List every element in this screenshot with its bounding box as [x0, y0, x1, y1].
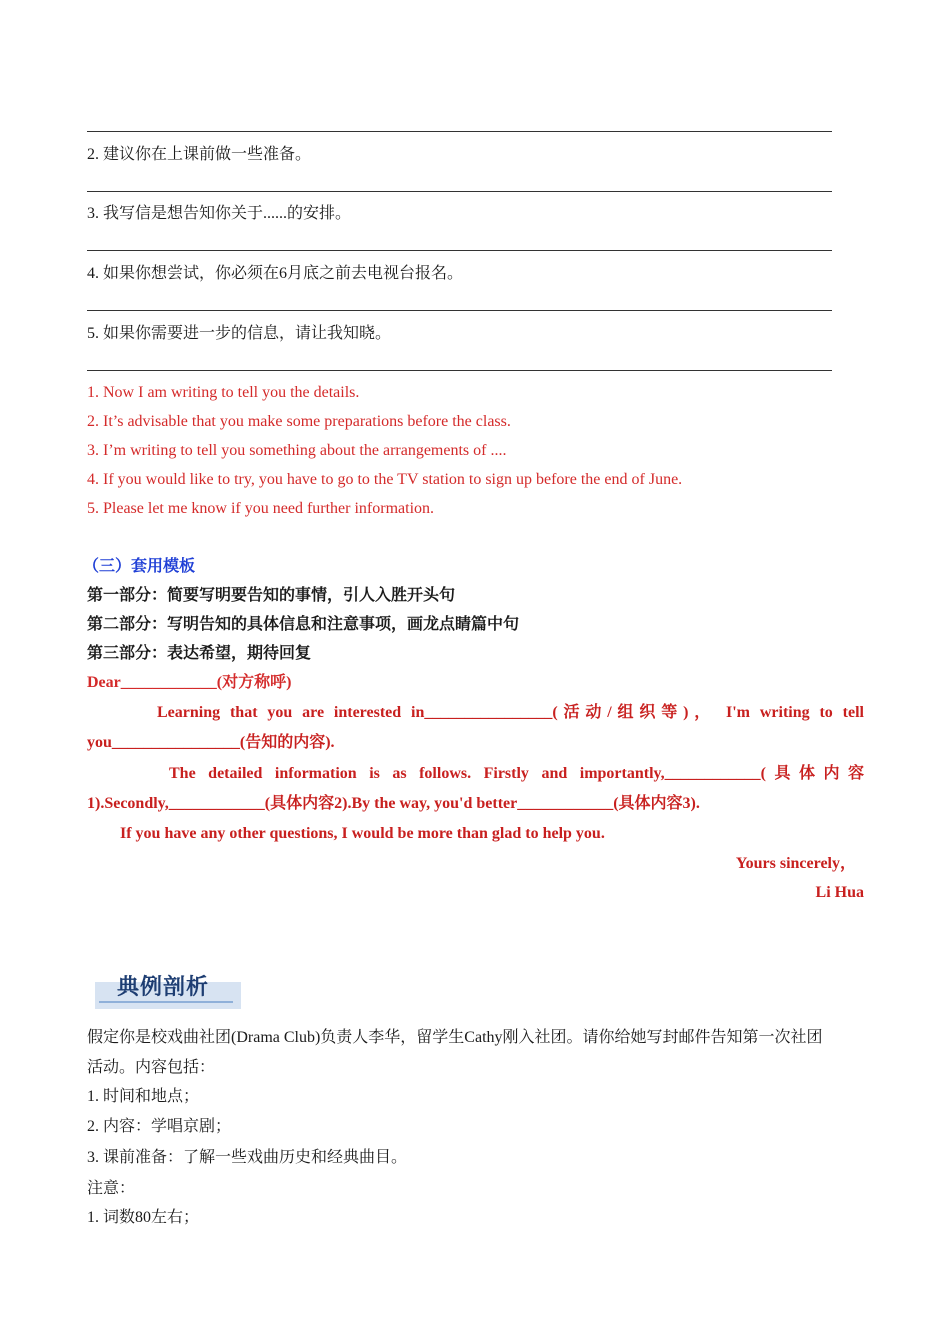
question-5: 5. 如果你需要进一步的信息，请让我知晓。 — [87, 325, 392, 342]
answer-5: 5. Please let me know if you need further information. — [87, 500, 435, 517]
answer-line[interactable] — [87, 310, 832, 311]
example-prompt-line2: 活动。内容包括： — [87, 1059, 216, 1076]
banner-underline — [99, 1001, 233, 1003]
answer-line[interactable] — [87, 370, 832, 371]
answer-line[interactable] — [87, 191, 832, 192]
example-note-label: 注意： — [87, 1180, 136, 1197]
answer-3: 3. I’m writing to tell you something about the arrangements of .... — [87, 442, 507, 459]
example-item-2: 2. 内容：学唱京剧； — [87, 1118, 232, 1135]
question-3: 3. 我写信是想告知你关于......的安排。 — [87, 205, 352, 222]
answer-4: 4. If you would like to try, you have to go to the TV station to sign up before the end of June. — [87, 471, 683, 488]
template-para2-line2: 1).Secondly,____________(具体内容2).By the way, you'd better____________(具体内容3). — [87, 795, 700, 812]
example-prompt-line1: 假定你是校戏曲社团(Drama Club)负责人李华，留学生Cathy刚入社团。请你给她写封邮件告知第一次社团 — [87, 1029, 823, 1046]
question-4: 4. 如果你想尝试，你必须在6月底之前去电视台报名。 — [87, 265, 464, 282]
template-para3: If you have any other questions, I would be more than glad to help you. — [120, 825, 605, 842]
template-part-2: 第二部分：写明告知的具体信息和注意事项，画龙点睛篇中句 — [87, 616, 520, 633]
template-para2-line1: The detailed information is as follows. Firstly and importantly,____________(具体内容 — [169, 765, 864, 782]
example-item-1: 1. 时间和地点； — [87, 1088, 200, 1105]
template-para1-line1: Learning that you are interested in________________(活动/组织等)， I'm writing to tell — [157, 704, 864, 721]
answer-2: 2. It’s advisable that you make some preparations before the class. — [87, 413, 511, 430]
answer-line[interactable] — [87, 250, 832, 251]
template-part-3: 第三部分：表达希望，期待回复 — [87, 645, 312, 662]
template-heading: （三）套用模板 — [83, 558, 196, 575]
template-salutation: Dear____________(对方称呼) — [87, 674, 292, 691]
question-2: 2. 建议你在上课前做一些准备。 — [87, 146, 312, 163]
template-signature: Li Hua — [815, 884, 864, 901]
banner-title: 典例剖析 — [117, 975, 210, 1000]
example-item-3: 3. 课前准备：了解一些戏曲历史和经典曲目。 — [87, 1149, 408, 1166]
template-para1-line2: you________________(告知的内容). — [87, 734, 335, 751]
example-note-1: 1. 词数80左右； — [87, 1209, 200, 1226]
template-closing: Yours sincerely， — [735, 855, 856, 872]
answer-1: 1. Now I am writing to tell you the details. — [87, 384, 360, 401]
template-part-1: 第一部分：简要写明要告知的事情，引人入胜开头句 — [87, 587, 456, 604]
section-banner — [95, 968, 241, 1009]
answer-line[interactable] — [87, 131, 832, 132]
